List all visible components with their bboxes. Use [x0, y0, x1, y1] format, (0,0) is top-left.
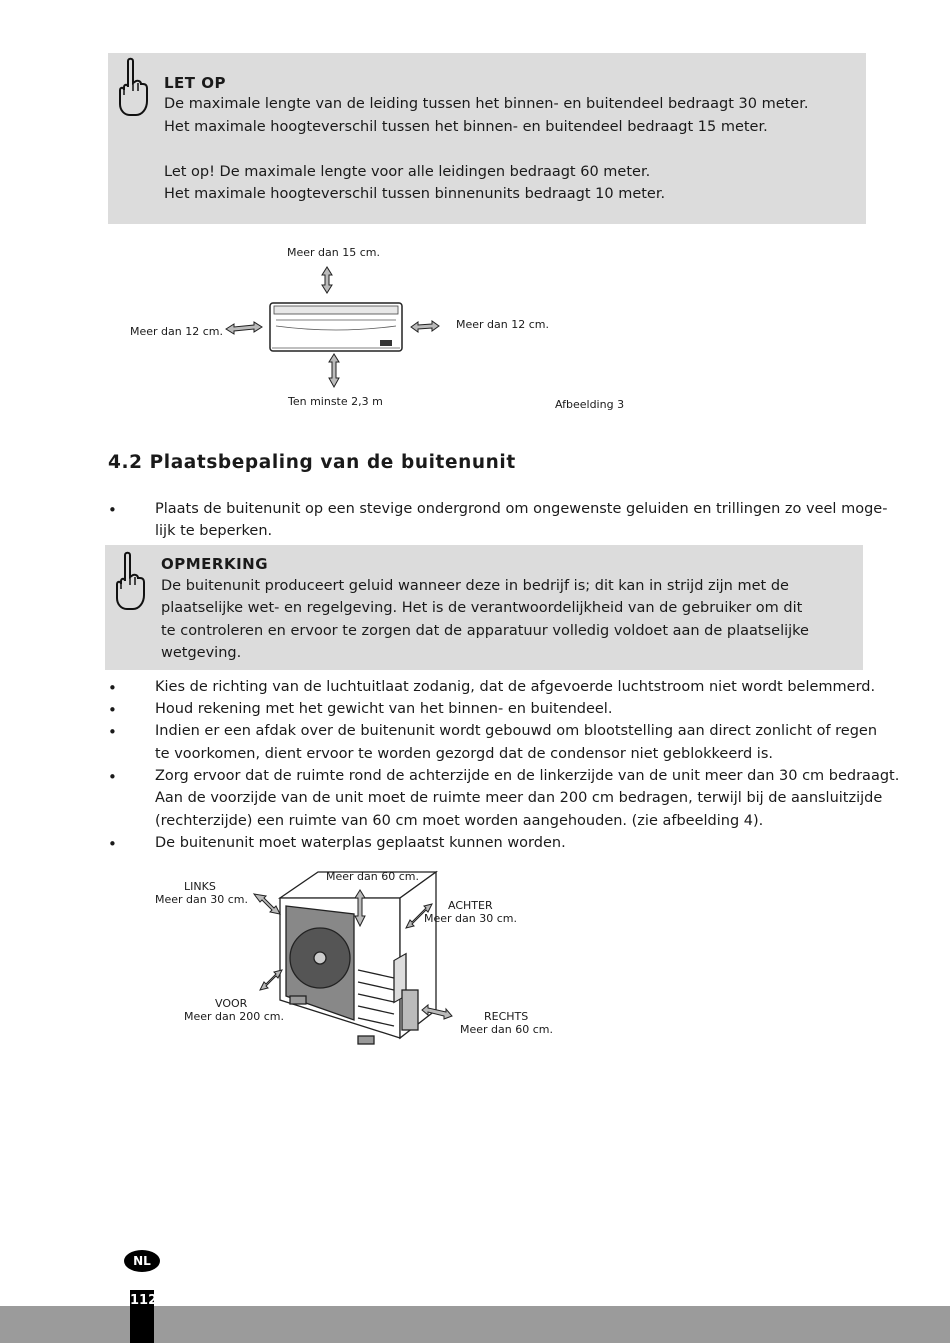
clearance-right-label: Meer dan 12 cm.	[456, 318, 549, 331]
notice-box-let-op	[108, 53, 866, 224]
section-heading: 4.2 Plaatsbepaling van de buitenunit	[108, 452, 516, 473]
pointing-hand-icon	[111, 551, 147, 613]
arrow-links-icon	[254, 894, 280, 914]
bullet-dot: •	[108, 723, 117, 741]
clearance-bottom-label: Ten minste 2,3 m	[288, 395, 383, 408]
notice-title: OPMERKING	[161, 555, 269, 573]
bullet-text: Indien er een afdak over de buitenunit wordt gebouwd om blootstelling aan direct zonlicht of regen	[155, 723, 878, 739]
notice-line: Let op! De maximale lengte voor alle leidingen bedraagt 60 meter.	[164, 164, 651, 180]
bullet-text: De buitenunit moet waterplas geplaatst kunnen worden.	[155, 835, 566, 851]
notice-line: plaatselijke wet- en regelgeving. Het is de verantwoordelijkheid van de gebruiker om dit	[161, 600, 803, 616]
bullet-text: (rechterzijde) een ruimte van 60 cm moet worden aangehouden. (zie afbeelding 4).	[155, 813, 764, 829]
bullet-text: Aan de voorzijde van de unit moet de ruimte meer dan 200 cm bedragen, terwijl bij de aansluitzijde	[155, 790, 883, 806]
links-title: LINKS	[184, 880, 216, 893]
voor-title: VOOR	[215, 997, 248, 1010]
achter-title: ACHTER	[448, 899, 493, 912]
arrow-voor-icon	[260, 970, 282, 990]
voor-distance: Meer dan 200 cm.	[184, 1010, 284, 1023]
clearance-top-label: Meer dan 15 cm.	[287, 246, 380, 259]
notice-box-opmerking	[105, 545, 863, 670]
arrow-up-icon	[322, 267, 332, 293]
bullet-dot: •	[108, 679, 117, 697]
achter-distance: Meer dan 30 cm.	[424, 912, 517, 925]
links-distance: Meer dan 30 cm.	[155, 893, 248, 906]
notice-title: LET OP	[164, 74, 227, 92]
bullet-dot: •	[108, 768, 117, 786]
bullet-dot: •	[108, 501, 117, 519]
bullet-text: Houd rekening met het gewicht van het binnen- en buitendeel.	[155, 701, 613, 717]
rechts-distance: Meer dan 60 cm.	[460, 1023, 553, 1036]
language-badge: NL	[124, 1250, 160, 1272]
notice-line: Het maximale hoogteverschil tussen het binnen- en buitendeel bedraagt 15 meter.	[164, 119, 768, 135]
bullet-text: Plaats de buitenunit op een stevige ondergrond om ongewenste geluiden en trillingen zo veel moge-	[155, 501, 888, 517]
bullet-text: Kies de richting van de luchtuitlaat zodanig, dat de afgevoerde luchtstroom niet wordt belemmerd.	[155, 679, 876, 695]
bullet-text: te voorkomen, dient ervoor te worden gezorgd dat de condensor niet geblokkeerd is.	[155, 746, 773, 762]
bullet-dot: •	[108, 701, 117, 719]
notice-line: De buitenunit produceert geluid wanneer deze in bedrijf is; dit kan in strijd zijn met de	[161, 578, 789, 594]
arrow-left-icon	[226, 322, 262, 334]
indoor-unit-illustration	[270, 303, 402, 351]
page-number: 112	[130, 1293, 158, 1308]
clearance-left-label: Meer dan 12 cm.	[130, 325, 223, 338]
bullet-dot: •	[108, 835, 117, 853]
notice-line: De maximale lengte van de leiding tussen het binnen- en buitendeel bedraagt 30 meter.	[164, 96, 809, 112]
figure-caption: Afbeelding 3	[555, 398, 625, 411]
arrow-down-icon	[329, 354, 339, 387]
pointing-hand-icon	[114, 57, 150, 119]
arrow-right-icon	[411, 321, 439, 332]
notice-line: te controleren en ervoor te zorgen dat de apparatuur volledig voldoet aan de plaatselijke	[161, 623, 809, 639]
bullet-text: lijk te beperken.	[155, 523, 273, 539]
rechts-title: RECHTS	[484, 1010, 529, 1023]
bullet-text: Zorg ervoor dat de ruimte rond de achterzijde en de linkerzijde van de unit meer dan 30 cm bedraagt.	[155, 768, 900, 784]
top-distance: Meer dan 60 cm.	[326, 870, 419, 883]
notice-line: wetgeving.	[161, 645, 242, 661]
notice-line: Het maximale hoogteverschil tussen binnenunits bedraagt 10 meter.	[164, 186, 666, 202]
